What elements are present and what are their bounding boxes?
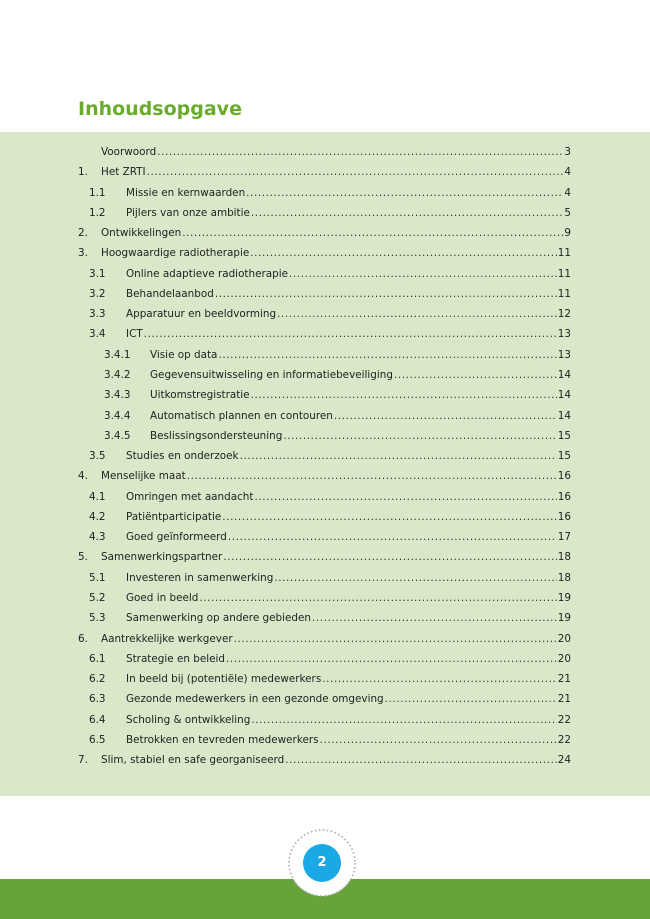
toc-entry-number: 6.3 bbox=[89, 693, 106, 706]
toc-entry-number: 3.5 bbox=[89, 450, 106, 463]
toc-entry-number: 5.1 bbox=[89, 571, 106, 584]
toc-entry-title: Strategie en beleid bbox=[126, 652, 225, 665]
toc-entry-number: 6. bbox=[78, 632, 88, 645]
toc-dot-leader bbox=[289, 265, 557, 283]
toc-dot-leader bbox=[234, 630, 557, 648]
toc-entry-title: Goed in beeld bbox=[126, 591, 199, 604]
toc-dot-leader bbox=[277, 305, 557, 323]
toc-entry-page: 16 bbox=[557, 470, 571, 483]
toc-entry-page: 4 bbox=[564, 166, 571, 179]
toc-entry-number: 6.4 bbox=[89, 713, 106, 726]
toc-entry-title: Patiëntparticipatie bbox=[126, 510, 222, 523]
toc-entry-title: Apparatuur en beeldvorming bbox=[126, 308, 277, 321]
toc-entry-number: 4.3 bbox=[89, 531, 106, 544]
toc-entry[interactable] bbox=[89, 305, 571, 323]
toc-entry[interactable] bbox=[89, 690, 571, 708]
toc-entry-page: 18 bbox=[557, 571, 571, 584]
toc-entry-title: Investeren in samenwerking bbox=[126, 571, 274, 584]
toc-entry-page: 11 bbox=[557, 267, 571, 280]
toc-entry[interactable] bbox=[89, 265, 571, 283]
toc-dot-leader bbox=[250, 244, 557, 262]
toc-entry[interactable] bbox=[89, 670, 571, 688]
toc-entry[interactable] bbox=[89, 447, 571, 465]
toc-entry-number: 3.2 bbox=[89, 287, 106, 300]
toc-entry-number: 4.1 bbox=[89, 490, 106, 503]
table-of-contents bbox=[0, 132, 650, 796]
toc-entry-page: 19 bbox=[557, 612, 571, 625]
toc-entry-title: Het ZRTI bbox=[101, 166, 146, 179]
toc-entry-title: Omringen met aandacht bbox=[126, 490, 254, 503]
toc-entry-number: 1.1 bbox=[89, 186, 106, 199]
toc-entry-page: 21 bbox=[557, 693, 571, 706]
toc-entry-number: 5. bbox=[78, 551, 88, 564]
toc-entry[interactable] bbox=[89, 508, 571, 526]
toc-dot-leader bbox=[251, 204, 563, 222]
toc-entry-page: 17 bbox=[557, 531, 571, 544]
toc-entry-number: 5.2 bbox=[89, 591, 106, 604]
toc-entry-number: 3.4.4 bbox=[104, 409, 131, 422]
toc-entry[interactable] bbox=[78, 143, 571, 161]
toc-entry-page: 14 bbox=[557, 409, 571, 422]
toc-entry-number: 6.2 bbox=[89, 673, 106, 685]
toc-entry[interactable] bbox=[89, 569, 571, 587]
toc-entry-number: 3.1 bbox=[89, 267, 106, 280]
toc-entry-page: 11 bbox=[557, 287, 571, 300]
toc-entry-title: Gegevensuitwisseling en informatiebeveiliging bbox=[150, 369, 393, 381]
toc-entry[interactable] bbox=[78, 630, 571, 648]
toc-entry-page: 4 bbox=[564, 186, 571, 199]
toc-entry-title: Uitkomstregistratie bbox=[150, 389, 250, 402]
toc-entry-title: Goed geïnformeerd bbox=[126, 531, 227, 544]
toc-entry-number: 1.2 bbox=[89, 206, 106, 219]
toc-entry-page: 22 bbox=[557, 713, 571, 726]
toc-dot-leader bbox=[218, 346, 556, 364]
toc-entry-number: 1. bbox=[78, 166, 88, 179]
toc-entry-title: Scholing & ontwikkeling bbox=[126, 713, 251, 726]
toc-dot-leader bbox=[320, 731, 557, 749]
toc-entry-page: 20 bbox=[557, 632, 571, 645]
toc-entry-number: 3. bbox=[78, 247, 88, 260]
toc-entry-page: 22 bbox=[557, 733, 571, 746]
toc-dot-leader bbox=[334, 407, 557, 425]
toc-entry-number: 3.4.3 bbox=[104, 389, 131, 402]
toc-entry-title: Ontwikkelingen bbox=[101, 227, 182, 240]
toc-entry[interactable] bbox=[89, 609, 571, 627]
toc-dot-leader bbox=[187, 467, 557, 485]
toc-entry[interactable] bbox=[104, 346, 571, 364]
toc-entry[interactable] bbox=[89, 711, 571, 729]
toc-entry-page: 14 bbox=[557, 389, 571, 402]
toc-entry[interactable] bbox=[78, 163, 571, 181]
toc-entry-title: Betrokken en tevreden medewerkers bbox=[126, 733, 319, 746]
toc-entry-page: 15 bbox=[557, 450, 571, 463]
toc-dot-leader bbox=[283, 427, 556, 445]
toc-entry[interactable] bbox=[78, 751, 571, 769]
toc-entry-title: Menselijke maat bbox=[101, 470, 186, 483]
toc-dot-leader bbox=[223, 548, 556, 566]
toc-entry-page: 13 bbox=[557, 348, 571, 361]
toc-entry-page: 20 bbox=[557, 652, 571, 665]
toc-dot-leader bbox=[199, 589, 556, 607]
toc-entry-page: 21 bbox=[557, 673, 571, 685]
toc-entry[interactable] bbox=[89, 204, 571, 222]
toc-entry-title: Samenwerking op andere gebieden bbox=[126, 612, 311, 625]
toc-entry-number: 3.4.5 bbox=[104, 429, 131, 442]
toc-entry-page: 19 bbox=[557, 591, 571, 604]
toc-entry-page: 16 bbox=[557, 490, 571, 503]
toc-entry-title: Behandelaanbod bbox=[126, 287, 214, 300]
toc-entry[interactable] bbox=[89, 589, 571, 607]
toc-entry[interactable] bbox=[104, 366, 571, 384]
toc-dot-leader bbox=[394, 366, 557, 384]
toc-entry[interactable] bbox=[104, 386, 571, 404]
toc-entry-number: 5.3 bbox=[89, 612, 106, 625]
toc-entry-title: Gezonde medewerkers in een gezonde omgeving bbox=[126, 693, 384, 706]
toc-entry-title: Automatisch plannen en contouren bbox=[150, 409, 333, 422]
toc-entry-page: 24 bbox=[557, 754, 571, 767]
toc-dot-leader bbox=[274, 569, 556, 587]
toc-entry-number: 6.1 bbox=[89, 652, 106, 665]
toc-entry-page: 13 bbox=[557, 328, 571, 341]
page-title: Inhoudsopgave bbox=[78, 98, 242, 120]
toc-dot-leader bbox=[251, 711, 556, 729]
toc-dot-leader bbox=[215, 285, 557, 303]
toc-entry-title: Online adaptieve radiotherapie bbox=[126, 267, 288, 280]
toc-entry-title: Studies en onderzoek bbox=[126, 450, 239, 463]
toc-dot-leader bbox=[182, 224, 563, 242]
toc-entry-page: 9 bbox=[564, 227, 571, 240]
toc-dot-leader bbox=[147, 163, 564, 181]
toc-dot-leader bbox=[157, 143, 563, 161]
toc-entry-title: In beeld bij (potentiële) medewerkers bbox=[126, 673, 322, 685]
toc-entry[interactable] bbox=[89, 650, 571, 668]
toc-entry-page: 18 bbox=[557, 551, 571, 564]
toc-entry-title: Aantrekkelijke werkgever bbox=[101, 632, 233, 645]
toc-entry-title: Missie en kernwaarden bbox=[126, 186, 246, 199]
toc-entry-title: Voorwoord bbox=[101, 146, 157, 158]
toc-dot-leader bbox=[144, 325, 557, 343]
toc-dot-leader bbox=[312, 609, 557, 627]
toc-entry-page: 5 bbox=[564, 206, 571, 219]
toc-dot-leader bbox=[240, 447, 557, 465]
toc-entry[interactable] bbox=[89, 325, 571, 343]
toc-entry[interactable] bbox=[89, 488, 571, 506]
toc-entry-number: 2. bbox=[78, 227, 88, 240]
toc-entry-title: Hoogwaardige radiotherapie bbox=[101, 247, 250, 260]
toc-entry[interactable] bbox=[78, 244, 571, 262]
toc-entry-number: 3.4.1 bbox=[104, 348, 131, 361]
toc-entry[interactable] bbox=[89, 528, 571, 546]
toc-entry-title: ICT bbox=[126, 328, 143, 341]
toc-entry-number: 7. bbox=[78, 754, 88, 767]
toc-dot-leader bbox=[385, 690, 557, 708]
toc-entry[interactable] bbox=[78, 467, 571, 485]
toc-entry[interactable] bbox=[89, 285, 571, 303]
toc-entry-title: Visie op data bbox=[150, 348, 218, 361]
toc-dot-leader bbox=[228, 528, 557, 546]
toc-dot-leader bbox=[254, 488, 556, 506]
toc-entry[interactable] bbox=[89, 731, 571, 749]
toc-dot-leader bbox=[322, 670, 557, 688]
toc-entry-page: 15 bbox=[557, 429, 571, 442]
toc-dot-leader bbox=[285, 751, 557, 769]
toc-entry-page: 3 bbox=[564, 146, 571, 158]
toc-entry-number: 3.3 bbox=[89, 308, 106, 321]
toc-entry[interactable] bbox=[78, 224, 571, 242]
toc-dot-leader bbox=[246, 184, 563, 202]
toc-entry-page: 14 bbox=[557, 369, 571, 381]
toc-entry-title: Beslissingsondersteuning bbox=[150, 429, 283, 442]
toc-entry-number: 4. bbox=[78, 470, 88, 483]
toc-entry-title: Pijlers van onze ambitie bbox=[126, 206, 250, 219]
toc-entry-number: 6.5 bbox=[89, 733, 106, 746]
toc-entry[interactable] bbox=[78, 548, 571, 566]
toc-entry-page: 11 bbox=[557, 247, 571, 260]
toc-entry-number: 3.4 bbox=[89, 328, 106, 341]
toc-entry-number: 4.2 bbox=[89, 510, 106, 523]
toc-entry[interactable] bbox=[104, 407, 571, 425]
toc-dot-leader bbox=[222, 508, 556, 526]
toc-entry-title: Samenwerkingspartner bbox=[101, 551, 223, 564]
page-number: 2 bbox=[317, 855, 327, 870]
toc-entry-page: 16 bbox=[557, 510, 571, 523]
toc-entry[interactable] bbox=[104, 427, 571, 445]
toc-entry[interactable] bbox=[89, 184, 571, 202]
toc-entry-page: 12 bbox=[557, 308, 571, 321]
toc-entry-number: 3.4.2 bbox=[104, 369, 131, 381]
toc-entry-title: Slim, stabiel en safe georganiseerd bbox=[101, 754, 285, 767]
toc-dot-leader bbox=[226, 650, 557, 668]
toc-dot-leader bbox=[251, 386, 557, 404]
